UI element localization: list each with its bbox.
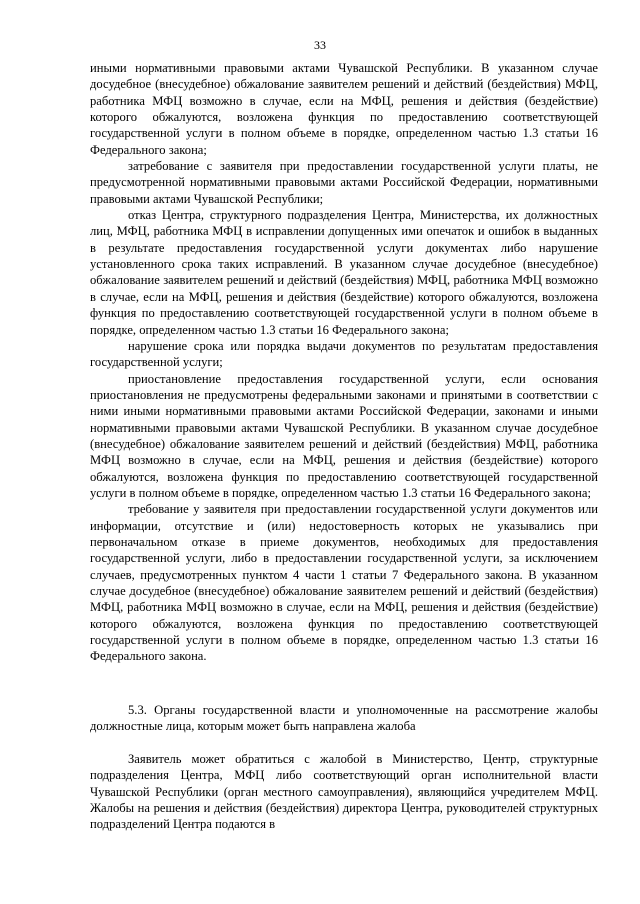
paragraph-fee-demand: затребование с заявителя при предоставлении государственной услуги платы, не предусмотренной нормативными правовыми актами Российской Федерации, нормативными правовыми актами Чувашской Республики;	[90, 159, 598, 206]
document-body	[90, 60, 598, 665]
paragraph-complaint-recipients: Заявитель может обратиться с жалобой в Министерство, Центр, структурные подразделения Центра, МФЦ либо соответствующий орган исполнительной власти Чувашской Республики (орган местного самоуправления), являющийся учредителем МФЦ. Жалобы на решения и действия (бездействия) директора Центра, руководителей структурных подразделений Центра подаются в	[90, 752, 598, 832]
section-heading-text: 5.3. Органы государственной власти и уполномоченные на рассмотрение жалобы должностные лица, которым может быть направлена жалоба	[90, 703, 598, 734]
page-number: 33	[314, 38, 326, 52]
paragraph-suspension: приостановление предоставления государственной услуги, если основания приостановления не предусмотрены федеральными законами и принятыми в соответствии с ними иными нормативными правовыми актами Российской Федерации, законами и иными нормативными правовыми актами Чувашской Республики. В указанном случае досудебное (внесудебное) обжалование заявителем решений и действий (бездействия) МФЦ, работника МФЦ возможно в случае, если на МФЦ, решения и действия (бездействие) которого обжалуются, возложена функция по предоставлению соответствующей государственной услуги в полном объеме в порядке, определенном частью 1.3 статьи 16 Федерального закона;	[90, 371, 598, 500]
paragraph-document-demand: требование у заявителя при предоставлении государственной услуги документов или информации, отсутствие и (или) недостоверность которых не указывались при первоначальном отказе в приеме документов, необходимых для предоставления государственной услуги, либо в предоставлении государственной услуги, за исключением случаев, предусмотренных пунктом 4 части 1 статьи 7 Федерального закона. В указанном случае досудебное (внесудебное) обжалование заявителем решений и действий (бездействия) МФЦ, работника МФЦ возможно в случае, если на МФЦ, решения и действия (бездействие) которого обжалуются, возложена функция по предоставлению соответствующей государственной услуги в полном объеме в порядке, определенном частью 1.3 статьи 16 Федерального закона.	[90, 502, 598, 664]
paragraph-continuation: иными нормативными правовыми актами Чувашской Республики. В указанном случае досудебное (внесудебное) обжалование заявителем решений и действий (бездействия) МФЦ, работника МФЦ возможно в случае, если на МФЦ, решения и действия (бездействие) которого обжалуются, возложена функция по предоставлению соответствующей государственной услуги в полном объеме в порядке, определенном частью 1.3 статьи 16 Федерального закона;	[90, 61, 598, 157]
paragraph-refusal-correction: отказ Центра, структурного подразделения Центра, Министерства, их должностных лиц, МФЦ, работника МФЦ в исправлении допущенных ими опечаток и ошибок в выданных в результате предоставления государственной услуги документах либо нарушение установленного срока таких исправлений. В указанном случае досудебное (внесудебное) обжалование заявителем решений и действий (бездействия) МФЦ, работника МФЦ возможно в случае, если на МФЦ, решения и действия (бездействие) которого обжалуются, возложена функция по предоставлению соответствующей государственной услуги в полном объеме в порядке, определенном частью 1.3 статьи 16 Федерального закона;	[90, 208, 598, 337]
section-body	[90, 751, 598, 833]
section-heading	[90, 702, 598, 735]
paragraph-deadline-violation: нарушение срока или порядка выдачи документов по результатам предоставления государственной услуги;	[90, 338, 598, 370]
